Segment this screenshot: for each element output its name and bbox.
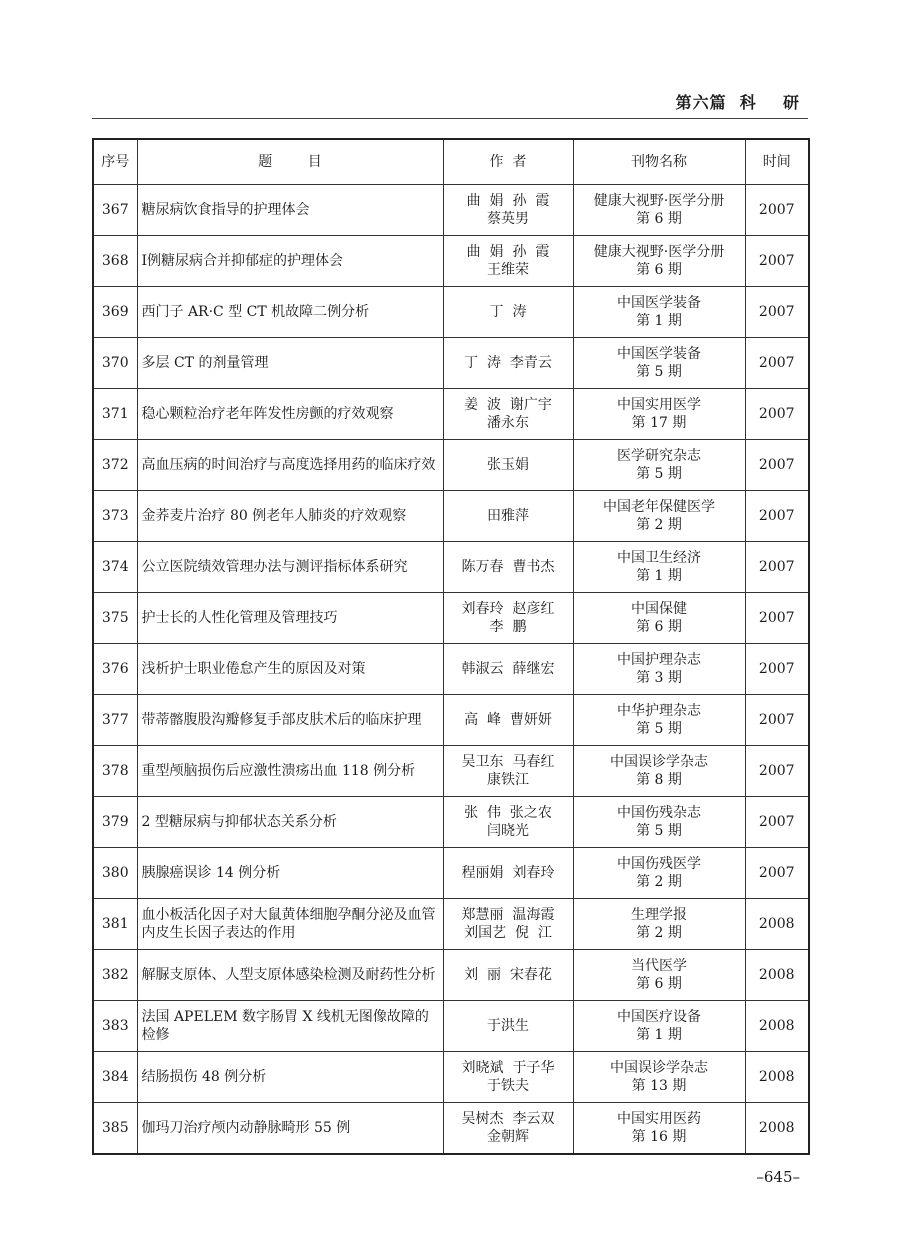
row-number: 384 xyxy=(93,1052,137,1103)
row-year: 2007 xyxy=(745,440,809,491)
author-line: 姜 波 谢广宇 xyxy=(464,397,552,413)
row-journal xyxy=(573,1001,745,1052)
author-line: 张 伟 张之农 xyxy=(464,805,552,821)
journal-issue: 第 17 期 xyxy=(631,415,687,431)
row-title: 护士长的人性化管理及管理技巧 xyxy=(137,593,443,644)
row-journal xyxy=(573,746,745,797)
table-row xyxy=(93,950,809,1001)
row-number: 382 xyxy=(93,950,137,1001)
row-year: 2007 xyxy=(745,287,809,338)
row-number: 377 xyxy=(93,695,137,746)
row-authors xyxy=(443,236,573,287)
journal-issue: 第 5 期 xyxy=(636,466,682,482)
row-number: 379 xyxy=(93,797,137,848)
row-year: 2007 xyxy=(745,338,809,389)
table-row xyxy=(93,899,809,950)
row-authors xyxy=(443,491,573,542)
journal-issue: 第 2 期 xyxy=(636,517,682,533)
journal-name: 中国医疗设备 xyxy=(617,1009,701,1025)
table-row xyxy=(93,338,809,389)
row-title: 西门子 AR·C 型 CT 机故障二例分析 xyxy=(137,287,443,338)
author-line: 刘 丽 宋春花 xyxy=(464,967,552,983)
row-title: 伽玛刀治疗颅内动静脉畸形 55 例 xyxy=(137,1103,443,1155)
author-line: 吴树杰 李云双 xyxy=(461,1111,555,1127)
row-number: 374 xyxy=(93,542,137,593)
section-header: 第六篇 科 研 xyxy=(675,93,800,112)
row-journal xyxy=(573,695,745,746)
table-row xyxy=(93,1103,809,1155)
journal-name: 中国医学装备 xyxy=(617,346,701,362)
table-row xyxy=(93,185,809,236)
author-line: 潘永东 xyxy=(487,415,529,431)
journal-name: 医学研究杂志 xyxy=(617,448,701,464)
author-line: 曲 娟 孙 霞 xyxy=(466,193,550,209)
table-row xyxy=(93,542,809,593)
row-authors xyxy=(443,1103,573,1155)
author-line: 郑慧丽 温海霞 xyxy=(461,907,555,923)
journal-name: 健康大视野·医学分册 xyxy=(593,244,725,260)
row-year: 2008 xyxy=(745,1103,809,1155)
journal-issue: 第 2 期 xyxy=(636,925,682,941)
row-year: 2007 xyxy=(745,185,809,236)
author-line: 刘春玲 赵彦红 xyxy=(461,601,555,617)
author-line: 韩淑云 薛继宏 xyxy=(461,661,555,677)
column-header-year: 时间 xyxy=(745,139,809,185)
journal-issue: 第 5 期 xyxy=(636,721,682,737)
journal-issue: 第 5 期 xyxy=(636,823,682,839)
table-row xyxy=(93,491,809,542)
row-journal xyxy=(573,542,745,593)
row-title: Ⅰ例糖尿病合并抑郁症的护理体会 xyxy=(137,236,443,287)
row-authors xyxy=(443,338,573,389)
author-line: 陈万春 曹书杰 xyxy=(461,559,555,575)
row-title: 带蒂髂腹股沟瓣修复手部皮肤术后的临床护理 xyxy=(137,695,443,746)
journal-issue: 第 1 期 xyxy=(636,313,682,329)
row-authors xyxy=(443,185,573,236)
journal-issue: 第 16 期 xyxy=(631,1129,687,1145)
author-line: 刘晓斌 于子华 xyxy=(461,1060,555,1076)
row-authors xyxy=(443,542,573,593)
row-title: 公立医院绩效管理办法与测评指标体系研究 xyxy=(137,542,443,593)
journal-issue: 第 6 期 xyxy=(636,976,682,992)
row-number: 367 xyxy=(93,185,137,236)
author-line: 张玉娟 xyxy=(487,457,529,473)
row-journal xyxy=(573,848,745,899)
table-row xyxy=(93,797,809,848)
journal-issue: 第 3 期 xyxy=(636,670,682,686)
row-number: 372 xyxy=(93,440,137,491)
table-row xyxy=(93,644,809,695)
journal-name: 中国护理杂志 xyxy=(617,652,701,668)
table-row xyxy=(93,1001,809,1052)
row-journal xyxy=(573,338,745,389)
row-number: 373 xyxy=(93,491,137,542)
row-number: 380 xyxy=(93,848,137,899)
row-number: 375 xyxy=(93,593,137,644)
publication-table xyxy=(92,138,810,1155)
row-title: 2 型糖尿病与抑郁状态关系分析 xyxy=(137,797,443,848)
row-year: 2008 xyxy=(745,1001,809,1052)
row-year: 2007 xyxy=(745,542,809,593)
row-title: 稳心颗粒治疗老年阵发性房颤的疗效观察 xyxy=(137,389,443,440)
row-authors xyxy=(443,1001,573,1052)
author-line: 王维荣 xyxy=(487,262,529,278)
journal-name: 中国卫生经济 xyxy=(617,550,701,566)
row-title: 重型颅脑损伤后应激性溃疡出血 118 例分析 xyxy=(137,746,443,797)
column-header-number: 序号 xyxy=(93,139,137,185)
row-authors xyxy=(443,950,573,1001)
row-journal xyxy=(573,440,745,491)
journal-name: 中国伤残医学 xyxy=(617,856,701,872)
row-title: 解脲支原体、人型支原体感染检测及耐药性分析 xyxy=(137,950,443,1001)
row-journal xyxy=(573,389,745,440)
row-number: 378 xyxy=(93,746,137,797)
table-row xyxy=(93,287,809,338)
table-header-row xyxy=(93,139,809,185)
row-journal xyxy=(573,236,745,287)
journal-issue: 第 5 期 xyxy=(636,364,682,380)
row-year: 2007 xyxy=(745,593,809,644)
table-row xyxy=(93,1052,809,1103)
row-journal xyxy=(573,491,745,542)
row-year: 2007 xyxy=(745,236,809,287)
journal-issue: 第 2 期 xyxy=(636,874,682,890)
journal-name: 当代医学 xyxy=(631,958,687,974)
row-journal xyxy=(573,593,745,644)
row-year: 2007 xyxy=(745,491,809,542)
journal-name: 中国误诊学杂志 xyxy=(610,754,708,770)
row-journal xyxy=(573,185,745,236)
author-line: 李 鹏 xyxy=(489,619,527,635)
journal-name: 中国实用医学 xyxy=(617,397,701,413)
row-authors xyxy=(443,848,573,899)
row-journal xyxy=(573,950,745,1001)
column-header-author: 作 者 xyxy=(443,139,573,185)
row-title: 浅析护士职业倦怠产生的原因及对策 xyxy=(137,644,443,695)
journal-name: 中国老年保健医学 xyxy=(603,499,715,515)
author-line: 康铁江 xyxy=(487,772,529,788)
row-title: 结肠损伤 48 例分析 xyxy=(137,1052,443,1103)
author-line: 金朝辉 xyxy=(487,1129,529,1145)
row-year: 2008 xyxy=(745,1052,809,1103)
author-line: 刘国艺 倪 江 xyxy=(464,925,552,941)
row-journal xyxy=(573,644,745,695)
row-title: 胰腺癌误诊 14 例分析 xyxy=(137,848,443,899)
row-year: 2007 xyxy=(745,644,809,695)
row-journal xyxy=(573,1052,745,1103)
row-title: 多层 CT 的剂量管理 xyxy=(137,338,443,389)
table-row xyxy=(93,593,809,644)
row-authors xyxy=(443,644,573,695)
row-title: 法国 APELEM 数字肠胃 X 线机无图像故障的检修 xyxy=(137,1001,443,1052)
table-row xyxy=(93,746,809,797)
journal-issue: 第 6 期 xyxy=(636,619,682,635)
journal-issue: 第 1 期 xyxy=(636,568,682,584)
journal-name: 中国医学装备 xyxy=(617,295,701,311)
row-year: 2007 xyxy=(745,848,809,899)
row-number: 368 xyxy=(93,236,137,287)
row-number: 385 xyxy=(93,1103,137,1155)
row-number: 383 xyxy=(93,1001,137,1052)
row-authors xyxy=(443,899,573,950)
author-line: 丁 涛 李青云 xyxy=(464,355,552,371)
column-header-journal: 刊物名称 xyxy=(573,139,745,185)
row-number: 370 xyxy=(93,338,137,389)
row-journal xyxy=(573,287,745,338)
table-row xyxy=(93,440,809,491)
row-year: 2007 xyxy=(745,797,809,848)
row-number: 381 xyxy=(93,899,137,950)
journal-issue: 第 13 期 xyxy=(631,1078,687,1094)
author-line: 田雅萍 xyxy=(487,508,529,524)
column-header-title: 题 目 xyxy=(137,139,443,185)
journal-issue: 第 8 期 xyxy=(636,772,682,788)
row-year: 2007 xyxy=(745,746,809,797)
row-number: 376 xyxy=(93,644,137,695)
author-line: 于洪生 xyxy=(487,1018,529,1034)
table-row xyxy=(93,695,809,746)
journal-name: 健康大视野·医学分册 xyxy=(593,193,725,209)
row-number: 371 xyxy=(93,389,137,440)
row-year: 2007 xyxy=(745,389,809,440)
author-line: 于铁夫 xyxy=(487,1078,529,1094)
row-authors xyxy=(443,593,573,644)
journal-name: 生理学报 xyxy=(631,907,687,923)
row-authors xyxy=(443,389,573,440)
page-number: –645– xyxy=(756,1168,800,1186)
journal-name: 中华护理杂志 xyxy=(617,703,701,719)
journal-issue: 第 6 期 xyxy=(636,262,682,278)
row-year: 2007 xyxy=(745,695,809,746)
author-line: 吴卫东 马春红 xyxy=(461,754,555,770)
table-row xyxy=(93,848,809,899)
row-authors xyxy=(443,440,573,491)
journal-name: 中国误诊学杂志 xyxy=(610,1060,708,1076)
row-title: 高血压病的时间治疗与高度选择用药的临床疗效 xyxy=(137,440,443,491)
table-row xyxy=(93,236,809,287)
author-line: 闫晓光 xyxy=(487,823,529,839)
row-number: 369 xyxy=(93,287,137,338)
row-authors xyxy=(443,797,573,848)
journal-name: 中国伤残杂志 xyxy=(617,805,701,821)
row-year: 2008 xyxy=(745,950,809,1001)
author-line: 程丽娟 刘春玲 xyxy=(461,865,555,881)
row-journal xyxy=(573,899,745,950)
row-title: 金荞麦片治疗 80 例老年人肺炎的疗效观察 xyxy=(137,491,443,542)
row-authors xyxy=(443,746,573,797)
header-rule xyxy=(92,118,808,119)
author-line: 丁 涛 xyxy=(489,304,527,320)
journal-issue: 第 1 期 xyxy=(636,1027,682,1043)
row-journal xyxy=(573,797,745,848)
row-authors xyxy=(443,1052,573,1103)
author-line: 高 峰 曹妍妍 xyxy=(464,712,552,728)
row-title: 糖尿病饮食指导的护理体会 xyxy=(137,185,443,236)
journal-name: 中国保健 xyxy=(631,601,687,617)
journal-issue: 第 6 期 xyxy=(636,211,682,227)
table-body xyxy=(93,185,809,1155)
row-journal xyxy=(573,1103,745,1155)
row-year: 2008 xyxy=(745,899,809,950)
row-authors xyxy=(443,695,573,746)
author-line: 蔡英男 xyxy=(487,211,529,227)
row-title: 血小板活化因子对大鼠黄体细胞孕酮分泌及血管内皮生长因子表达的作用 xyxy=(137,899,443,950)
table-row xyxy=(93,389,809,440)
author-line: 曲 娟 孙 霞 xyxy=(466,244,550,260)
row-authors xyxy=(443,287,573,338)
journal-name: 中国实用医药 xyxy=(617,1111,701,1127)
